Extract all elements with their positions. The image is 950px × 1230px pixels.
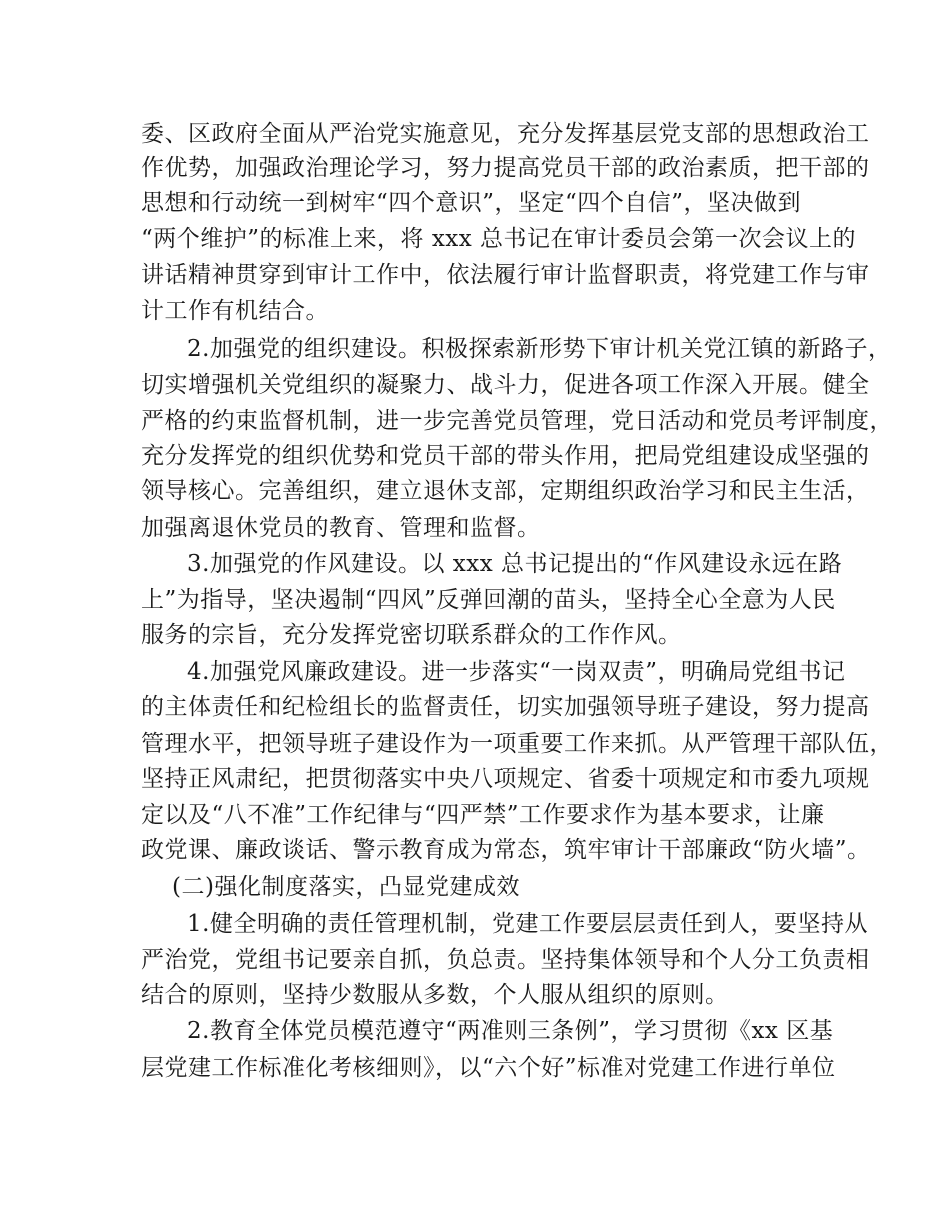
text-line: 讲话精神贯穿到审计工作中，依法履行审计监督职责，将党建工作与审	[141, 262, 870, 288]
text-line: 计工作有机结合。	[141, 298, 329, 324]
text-line: 充分发挥党的组织优势和党员干部的带头作用，把局党组建设成坚强的	[141, 443, 870, 469]
text-line: 严治党，党组书记要亲自抓，负总责。坚持集体领导和个人分工负责相	[141, 947, 870, 973]
text-line: 政党课、廉政谈话、警示教育成为常态，筑牢审计干部廉政“防火墙”。	[141, 837, 871, 863]
text-line: 思想和行动统一到树牢“四个意识”，坚定“四个自信”，坚决做到	[141, 190, 802, 216]
paragraph-item-4: 4.加强党风廉政建设。进一步落实“一岗双责”，明确局党组书记	[187, 659, 846, 685]
section-heading: (二)强化制度落实，凸显党建成效	[172, 874, 520, 900]
text-line: 严格的约束监督机制，进一步完善党员管理，党日活动和党员考评制度，	[141, 408, 893, 434]
text-line: 管理水平，把领导班子建设作为一项重要工作来抓。从严管理干部队伍，	[141, 731, 893, 757]
paragraph-item-2b: 2.教育全体党员模范遵守“两准则三条例”，学习贯彻《xx 区基	[187, 1018, 834, 1044]
text-line: 加强离退休党员的教育、管理和监督。	[141, 515, 541, 541]
text-line: 定以及“八不准”工作纪律与“四严禁”工作要求作为基本要求，让廉	[141, 802, 825, 828]
text-line: 切实增强机关党组织的凝聚力、战斗力，促进各项工作深入开展。健全	[141, 372, 870, 398]
paragraph-item-1: 1.健全明确的责任管理机制，党建工作要层层责任到人，要坚持从	[187, 911, 868, 937]
text-line: 层党建工作标准化考核细则》，以“六个好”标准对党建工作进行单位	[141, 1055, 836, 1081]
text-line: 作优势，加强政治理论学习，努力提高党员干部的政治素质，把干部的	[141, 155, 870, 181]
text-line: 委、区政府全面从严治党实施意见，充分发挥基层党支部的思想政治工	[141, 121, 870, 147]
text-line: 领导核心。完善组织，建立退休支部，定期组织政治学习和民主生活，	[141, 478, 870, 504]
text-line: 上”为指导，坚决遏制“四风”反弹回潮的苗头，坚持全心全意为人民	[141, 587, 836, 613]
paragraph-item-3: 3.加强党的作风建设。以 xxx 总书记提出的“作风建设永远在路	[187, 551, 843, 577]
text-line: 的主体责任和纪检组长的监督责任，切实加强领导班子建设，努力提高	[141, 694, 870, 720]
text-line: “两个维护”的标准上来，将 xxx 总书记在审计委员会第一次会议上的	[141, 226, 857, 252]
text-line: 坚持正风肃纪，把贯彻落实中央八项规定、省委十项规定和市委九项规	[141, 766, 870, 792]
text-line: 结合的原则，坚持少数服从多数，个人服从组织的原则。	[141, 982, 729, 1008]
paragraph-item-2: 2.加强党的组织建设。积极探索新形势下审计机关党江镇的新路子，	[187, 336, 892, 362]
text-line: 服务的宗旨，充分发挥党密切联系群众的工作作风。	[141, 622, 682, 648]
